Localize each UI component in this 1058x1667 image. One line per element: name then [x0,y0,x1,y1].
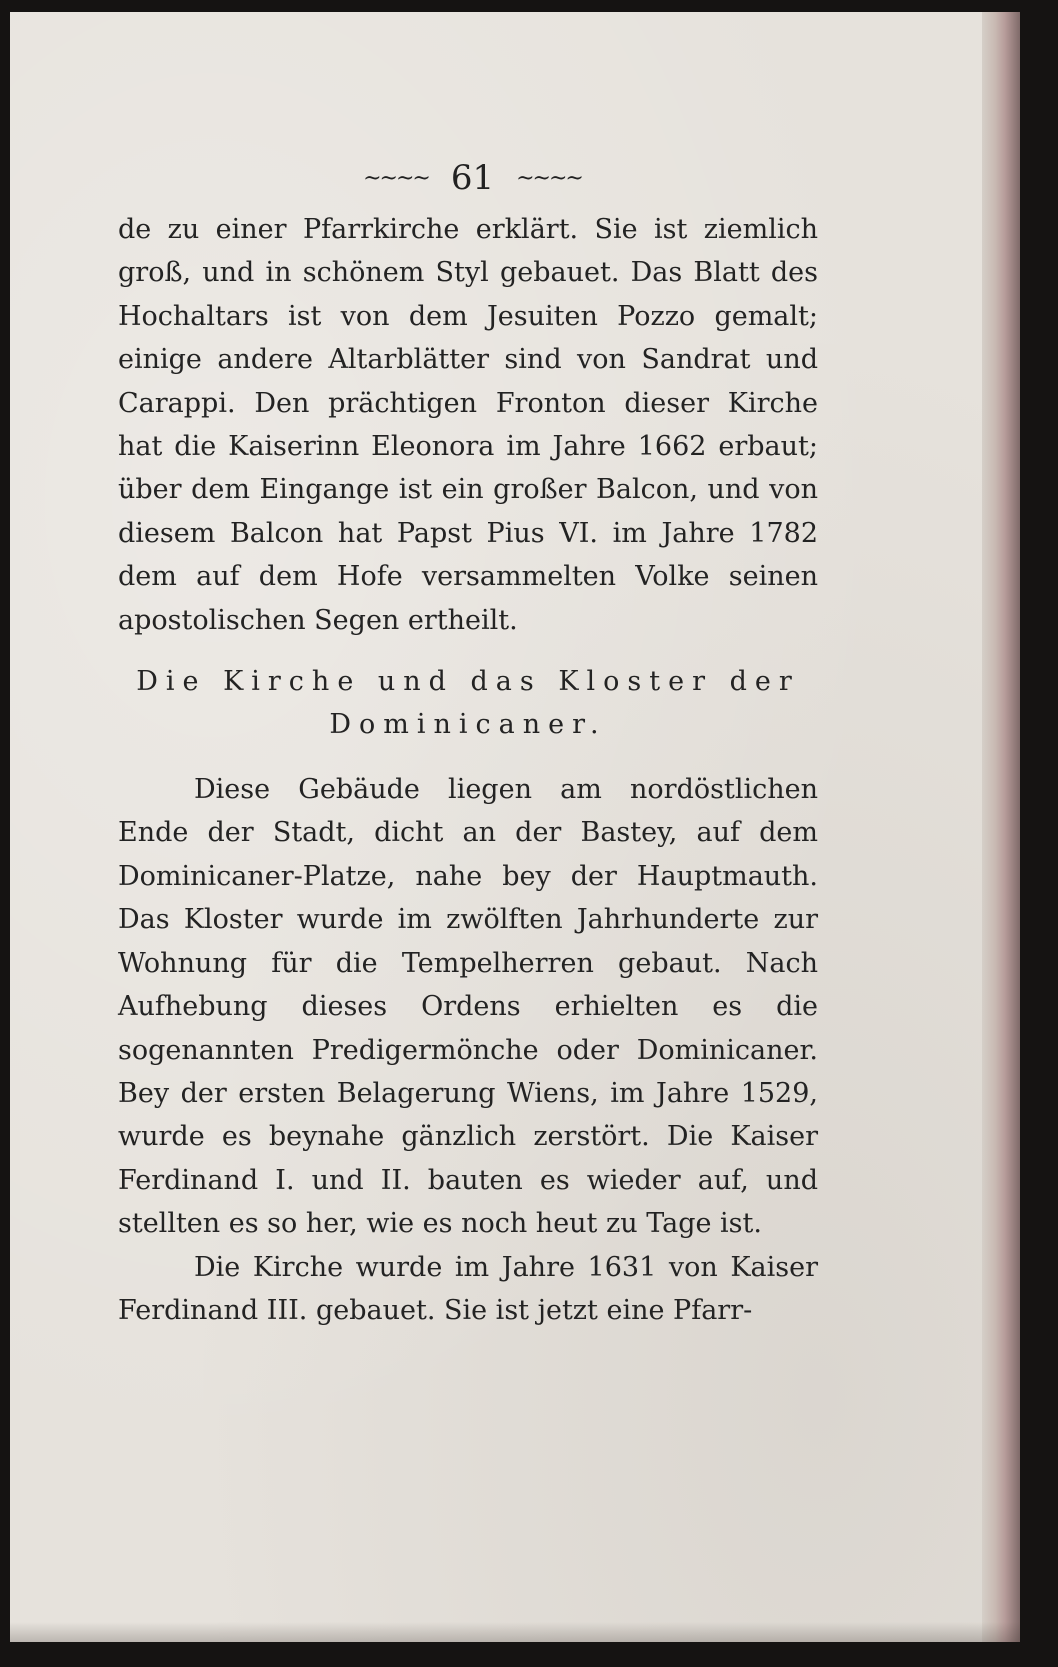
page-edge [982,12,1020,1642]
paragraph: Diese Gebäude liegen am nordöstlichen Ende der Stadt, dicht an der Bastey, auf dem Dominicaner-Platze, nahe bey der Hauptmauth. Das Kloster wurde im zwölften Jahrhunderte zur Wohnung für die Tempelherren gebaut. Nach Aufhebung dieses Ordens erhielten es die sogenannten Predigermönche oder Dominicaner. Bey der ersten Belagerung Wiens, im Jahre 1529, wurde es beynahe gänzlich zerstört. Die Kaiser Ferdinand I. und II. bauten es wieder auf, und stellten es so her, wie es noch heut zu Tage ist. [118,774,818,1240]
section-heading-line2: Dominicaner. [329,709,607,741]
section-heading-line1: Die Kirche und das Kloster der [136,666,800,698]
page-shadow [10,1622,1020,1642]
header-ornament-right: ~~~~ [516,165,582,191]
header-ornament-left: ~~~~ [363,165,429,191]
page-header [350,152,595,204]
book-page [10,12,1020,1642]
paragraph: Die Kirche wurde im Jahre 1631 von Kaiser Ferdinand III. gebauet. Sie ist jetzt eine Pfarr- [118,1251,818,1326]
page-number: 61 [450,158,495,198]
paragraph-continued: de zu einer Pfarrkirche erklärt. Sie ist ziemlich groß, und in schönem Styl gebauet. Das Blatt des Hochaltars ist von dem Jesuiten Pozzo gemalt; einige andere Altarblätter sind von Sandrat und Carappi. Den prächtigen Fronton dieser Kirche hat die Kaiserinn Eleonora im Jahre 1662 erbaut; über dem Eingange ist ein großer Balcon, und von diesem Balcon hat Papst Pius VI. im Jahre 1782 dem auf dem Hofe versammelten Volke seinen apostolischen Segen ertheilt. [118,214,818,636]
section-heading [118,660,818,746]
body-text [118,208,818,1332]
